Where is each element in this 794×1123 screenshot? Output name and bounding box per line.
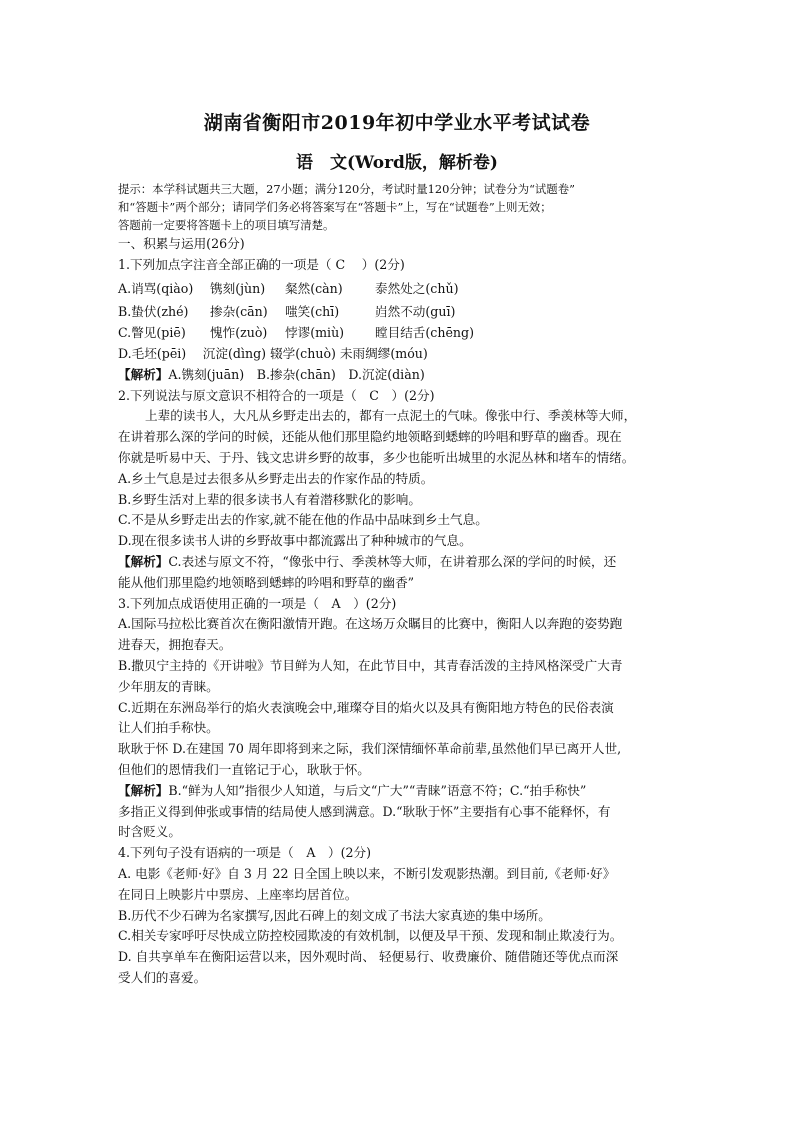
option-c: C.近期在东洲岛举行的焰火表演晚会中,璀璨夺目的焰火以及具有衡阳地方特色的民俗表演 — [118, 699, 614, 715]
option-a: A.乡土气息是过去很多从乡野走出去的作家作品的特质。 — [118, 470, 434, 486]
tip-line: 提示：本学科试题共三大题，27小题；满分120分，考试时量120分钟；试卷分为“试题卷” — [118, 182, 575, 196]
option-a-cont: 在同日上映影片中票房、上座率均居首位。 — [118, 886, 358, 902]
option-a-cont: 进春天，拥抱春天。 — [118, 637, 232, 653]
option-c — [118, 323, 680, 344]
tip-line: 答题前一定要将答题卡上的项目填写清楚。 — [118, 218, 335, 232]
analysis-label: 【解析】 — [118, 366, 169, 382]
option-a: A. 电影《老师·好》自 3 月 22 日全国上映以来，不断引发观影热潮。到目前,《老师·好》 — [118, 865, 616, 881]
option-term: 掺杂(cān) — [210, 304, 268, 320]
passage-line: 上辈的读书人，大凡从乡野走出去的，都有一点泥土的气味。像张中行、季羡林等大师， — [145, 408, 637, 424]
analysis — [118, 552, 680, 573]
option-c-cont: 让人们拍手称快。 — [118, 720, 219, 736]
analysis-text: C.表述与原文不符，“像张中行、季羡林等大师，在讲着那么深的学问的时候，还 — [168, 553, 617, 569]
option-term: B.蛰伏(zhé) — [118, 304, 189, 320]
option-d-cont: 但他们的恩情我们一直铭记于心，耿耿于怀。 — [118, 761, 370, 777]
analysis-label: 【解析】 — [118, 782, 169, 798]
option-b: B.乡野生活对上辈的很多读书人有着潜移默化的影响。 — [118, 491, 421, 507]
option-term: 瞠目结舌(chēng) — [375, 325, 474, 341]
option-term: 嗤笑(chī) — [285, 304, 340, 320]
page-title: 湖南省衡阳市2019年初中学业水平考试试卷 — [203, 112, 591, 134]
tip-line: 和“答题卡”两个部分；请同学们务必将答案写在“答题卡”上，写在“试题卷”上则无效； — [118, 200, 552, 214]
question-stem: 3.下列加点成语使用正确的一项是（ A ）(2分) — [118, 595, 397, 611]
option-term: 粲然(càn) — [285, 280, 343, 296]
analysis-text: 时含贬义。 — [118, 824, 181, 840]
analysis-text: 多指正义得到伸张或事情的结局使人感到满意。D.“耿耿于怀”主要指有心事不能释怀，有 — [118, 803, 611, 819]
option-a — [118, 279, 680, 300]
passage-line: 在讲着那么深的学问的时候，还能从他们那里隐约地领略到蟋蟀的吟唱和野草的幽香。现在 — [118, 429, 622, 445]
passage-line: 你就是听易中天、于丹、钱文忠讲乡野的故事，多少也能听出城里的水泥丛林和堵车的情绪。 — [118, 449, 635, 465]
option-term: 岿然不动(guī) — [375, 304, 456, 320]
option-b: B.历代不少石碑为名家撰写,因此石碑上的刻文成了书法大家真迹的集中场所。 — [118, 907, 551, 923]
section-heading: 一、积累与运用(26分) — [118, 236, 245, 251]
option-term: 悖谬(miù) — [285, 325, 345, 341]
question-stem: 4.下列句子没有语病的一项是（ A ）(2分) — [118, 845, 372, 861]
analysis — [118, 365, 680, 386]
option-d: D.毛坯(pēi) 沉淀(dìng) 辍学(chuò) 未雨绸缪(móu) — [118, 345, 428, 361]
option-b-cont: 少年朋友的青睐。 — [118, 678, 219, 694]
page-subtitle: 语 文(Word版，解析卷) — [296, 153, 498, 173]
option-term: 泰然处之(chǔ) — [375, 280, 459, 296]
analysis-text: B.“鲜为人知”指很少人知道，与后文“广大”“青睐”语意不符；C.“拍手称快” — [168, 782, 587, 798]
option-b: B.撒贝宁主持的《开讲啦》节目鲜为人知，在此节目中，其青春活泼的主持风格深受广大青 — [118, 657, 623, 673]
option-d-cont: 受人们的喜爱。 — [118, 969, 207, 985]
option-term: 愧怍(zuò) — [210, 325, 268, 341]
option-term: 镌刻(jùn) — [210, 280, 266, 296]
option-a: A.国际马拉松比赛首次在衡阳激情开跑。在这场万众瞩目的比赛中，衡阳人以奔跑的姿势跑 — [118, 616, 623, 632]
exam-content — [118, 180, 680, 989]
option-b — [118, 302, 680, 323]
question-stem: 1.下列加点字注音全部正确的一项是（ C ）(2分) — [118, 256, 405, 272]
option-d: 耿耿于怀 D.在建国 70 周年即将到来之际，我们深情缅怀革命前辈,虽然他们早已离开人世, — [118, 741, 622, 757]
option-c: C.相关专家呼吁尽快成立防控校园欺凌的有效机制，以便及早干预、发现和制止欺凌行为。 — [118, 928, 623, 944]
question-stem: 2.下列说法与原文意识不相符合的一项是（ C ）(2分) — [118, 387, 435, 403]
option-c: C.不是从乡野走出去的作家,就不能在他的作品中品味到乡土气息。 — [118, 512, 488, 528]
analysis — [118, 781, 680, 802]
option-term: A.诮骂(qiào) — [118, 280, 194, 296]
option-d: D. 自共享单车在衡阳运营以来，因外观时尚、 轻便易行、收费廉价、随借随还等优点而深 — [118, 949, 619, 965]
analysis-text: A.镌刻(juān) B.掺杂(chān) D.沉淀(diàn) — [168, 366, 425, 382]
option-d: D.现在很多读书人讲的乡野故事中都流露出了种种城市的气息。 — [118, 533, 472, 549]
option-term: C.瞥见(piē) — [118, 325, 186, 341]
analysis-label: 【解析】 — [118, 553, 169, 569]
analysis-text: 能从他们那里隐约地领略到蟋蟀的吟唱和野草的幽香” — [118, 574, 415, 590]
